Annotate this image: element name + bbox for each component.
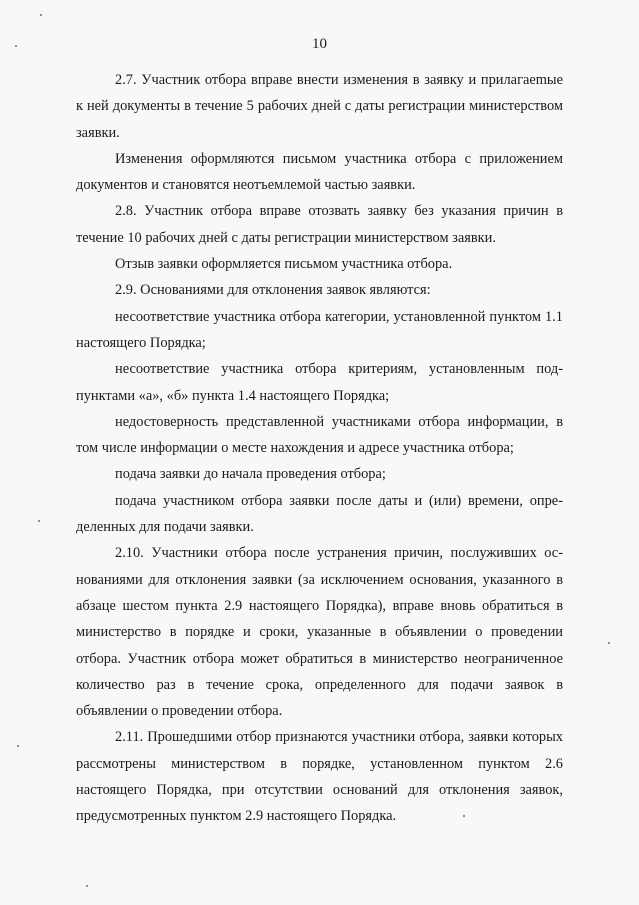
rejection-reason-unreliable-info: недостоверность представленной участниками отбора информации, в том числе информации о месте нахождения и адресе участника отбора; — [76, 413, 563, 457]
paragraph-2-7: 2.7. Участник отбора вправе внести изменения в заявку и прилагаеmые к ней документы в течение 5 рабочих дней с даты регистрации министерством заявки. — [76, 72, 563, 141]
page-number: 10 — [312, 36, 327, 52]
rejection-reason-early-submission: подача заявки до начала проведения отбора; — [115, 466, 386, 483]
scan-speck — [608, 642, 610, 644]
rejection-reason-criteria: несоответствие участника отбора критериям, установленным подпунктами «а», «б» пункта 1.4 настоящего Порядка; — [76, 361, 563, 404]
rejection-reason-late-submission: подача участником отбора заявки после даты и (или) времени, определенных для подачи заявки. — [76, 492, 563, 536]
document-body — [76, 67, 563, 830]
scan-speck — [463, 815, 465, 817]
scan-speck — [15, 45, 17, 47]
scan-speck — [40, 14, 42, 16]
paragraph-2-10: 2.10. Участники отбора после устранения причин, послуживших основаниями для отклонения заявки (за исключением основания, указанного в абзаце шестом пункта 2.9 настоящего Порядка), вправе вновь обратиться в министерство в порядке и сроки, указанные в объявлении о проведении отбора. Участник отбора может обратиться в министерство неограниченное количество раз в течение срока, определенного для подачи заявок в объявлении о проведении отбора. — [76, 545, 563, 720]
paragraph-2-8: 2.8. Участник отбора вправе отозвать заявку без указания причин в течение 10 рабочих дней с даты регистрации министерством заявки. — [76, 203, 563, 246]
scan-speck — [17, 745, 19, 747]
scan-speck — [38, 520, 40, 522]
paragraph-withdrawal-format: Отзыв заявки оформляется письмом участника отбора. — [115, 256, 453, 273]
paragraph-2-9: 2.9. Основаниями для отклонения заявок являются: — [115, 282, 431, 299]
paragraph-changes-format: Изменения оформляются письмом участника отбора с приложением документов и становятся неотъемлемой частью заявки. — [76, 150, 563, 194]
paragraph-2-11: 2.11. Прошедшими отбор признаются участники отбора, заявки которых рассмотрены министерством в порядке, установленном пунктом 2.6 настоящего Порядка, при отсутствии оснований для отклонения заявок, предусмотренных пунктом 2.9 настоящего Порядка. — [76, 729, 563, 825]
rejection-reason-category: несоответствие участника отбора категории, установленной пунктом 1.1 настоящего Порядка; — [76, 308, 563, 351]
scan-speck — [86, 885, 88, 887]
